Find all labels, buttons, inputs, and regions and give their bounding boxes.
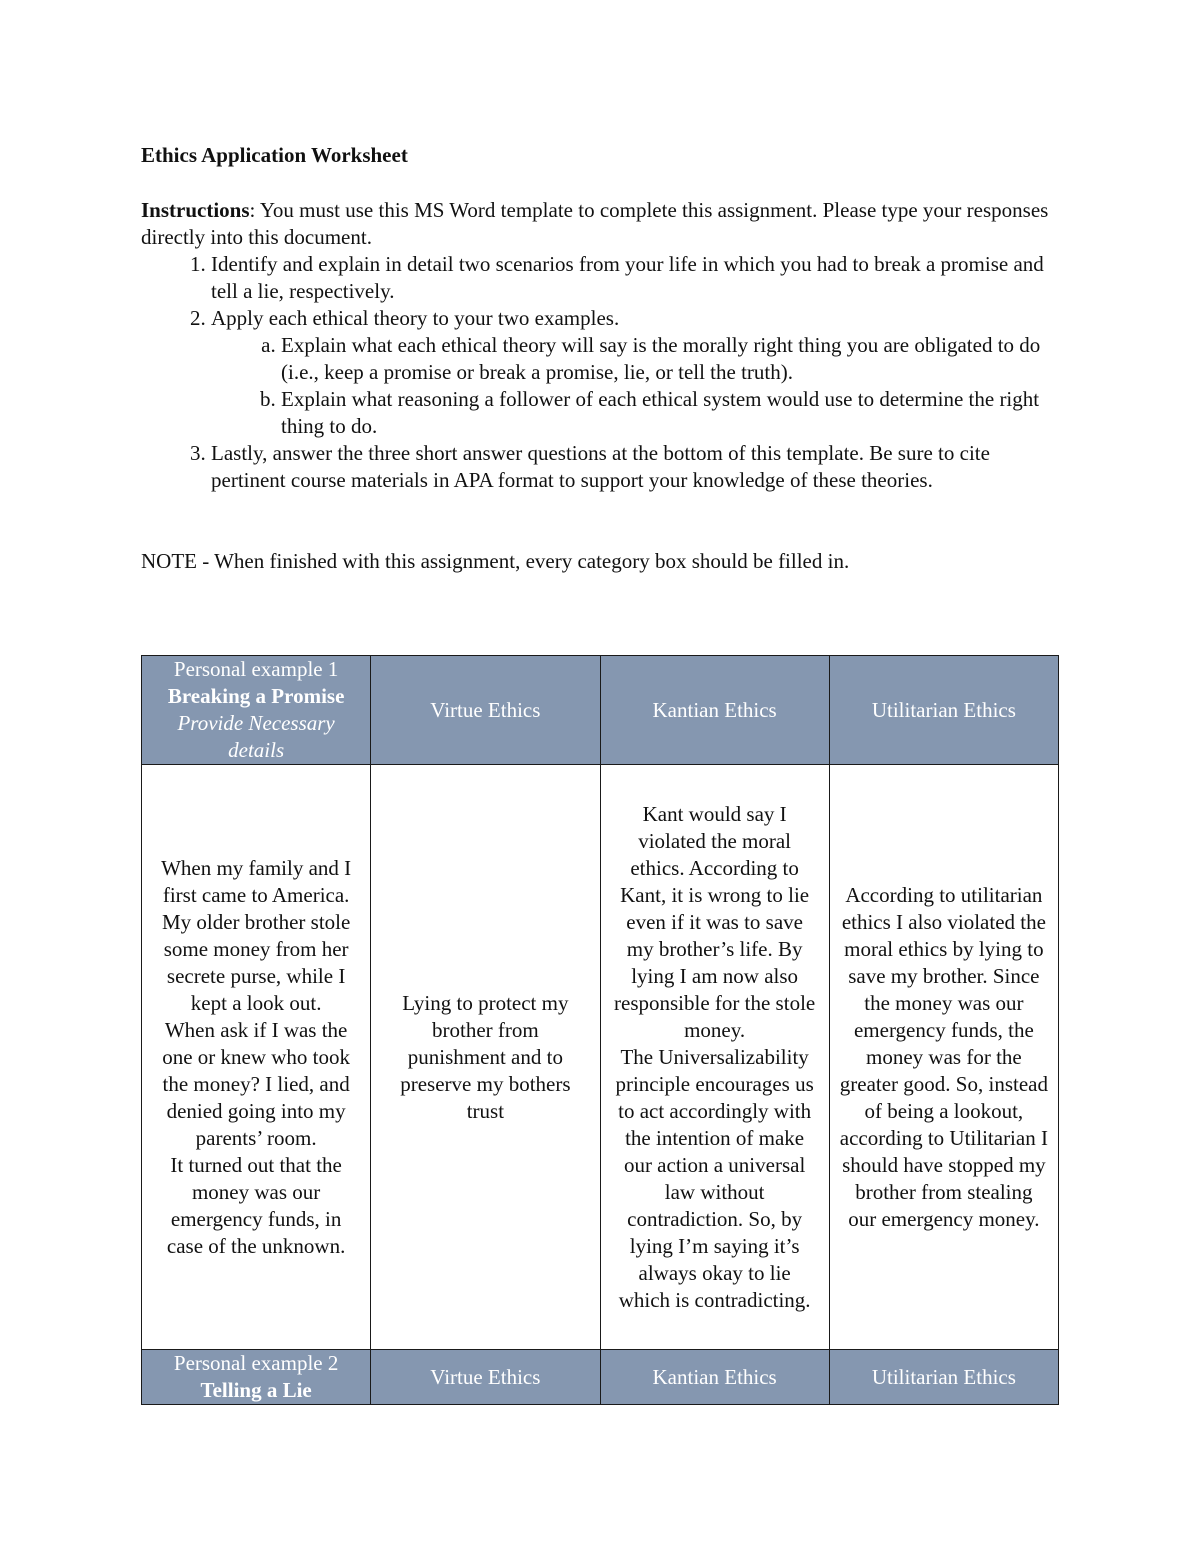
- note-text: NOTE - When finished with this assignment, every category box should be filled in.: [141, 549, 850, 573]
- header-kantian-ethics-2: Kantian Ethics: [600, 1350, 829, 1405]
- virtue-ethics-1-text: Lying to protect my brother from punishment and to preserve my bothers trust: [400, 990, 571, 1123]
- document-title: Ethics Application Worksheet: [141, 143, 408, 167]
- ethics-table: [141, 655, 1059, 1405]
- instruction-step-3: 3. Lastly, answer the three short answer questions at the bottom of this template. Be sure to cite pertinent course materials in APA format to support your knowledge of these theories.: [211, 440, 1061, 494]
- kantian-ethics-1-text: Kant would say I violated the moral ethics. According to Kant, it is wrong to lie even if it was to save my brother’s life. By lying I am now also responsible for the stole money. The Universalizability principle encourages us to act accordingly with the intention of make our action a universal law without contradiction. So, by lying I’m saying it’s always okay to lie which is contradicting.: [614, 801, 816, 1312]
- instruction-step-2: [211, 305, 1061, 440]
- instruction-substep-b: b. Explain what reasoning a follower of each ethical system would use to determine the right thing to do.: [281, 386, 1061, 440]
- instructions-intro: [141, 197, 1061, 251]
- example-2-title: Telling a Lie: [200, 1378, 312, 1402]
- header-example-2: [142, 1350, 371, 1405]
- table-header-row-2: [142, 1350, 1059, 1405]
- cell-virtue-ethics-1[interactable]: [371, 765, 600, 1350]
- example-1-label: Personal example 1: [173, 657, 339, 681]
- example-1-title: Breaking a Promise: [167, 684, 345, 708]
- example-1-description-text: When my family and I first came to America. My older brother stole some money from her secrete purse, while I kept a look out. When ask if I was the one or knew who took the money? I lied, and denied going into my parents’ room. It turned out that the money was our emergency funds, in case of the unknown.: [161, 855, 352, 1258]
- instructions-text: : You must use this MS Word template to complete this assignment. Please type your responses directly into this document.: [141, 198, 1049, 249]
- header-kantian-ethics-1: Kantian Ethics: [600, 656, 829, 765]
- utilitarian-ethics-1-text: According to utilitarian ethics I also violated the moral ethics by lying to save my brother. Since the money was our emergency funds, the money was for the greater good. So, instead of being a lookout, according to Utilitarian I should have stopped my brother from stealing our emergency money.: [839, 882, 1048, 1231]
- instructions-section: [141, 197, 1061, 494]
- cell-example-1-description[interactable]: [142, 765, 371, 1350]
- table-row-example-1: [142, 765, 1059, 1350]
- cell-kantian-ethics-1[interactable]: [600, 765, 829, 1350]
- table-header-row-1: [142, 656, 1059, 765]
- example-2-label: Personal example 2: [173, 1351, 339, 1375]
- instruction-step-1: 1. Identify and explain in detail two scenarios from your life in which you had to break a promise and tell a lie, respectively.: [211, 251, 1061, 305]
- instruction-steps: [141, 251, 1061, 494]
- instruction-substep-a: a. Explain what each ethical theory will say is the morally right thing you are obligated to do (i.e., keep a promise or break a promise, lie, or tell the truth).: [281, 332, 1061, 386]
- instruction-substeps: [211, 332, 1061, 440]
- header-virtue-ethics-1: Virtue Ethics: [371, 656, 600, 765]
- instruction-step-2-text: Apply each ethical theory to your two examples.: [211, 306, 620, 330]
- instructions-label: Instructions: [141, 198, 250, 222]
- example-1-subtitle: Provide Necessary details: [177, 711, 335, 762]
- cell-utilitarian-ethics-1[interactable]: [829, 765, 1058, 1350]
- header-example-1: [142, 656, 371, 765]
- header-virtue-ethics-2: Virtue Ethics: [371, 1350, 600, 1405]
- header-utilitarian-ethics-1: Utilitarian Ethics: [829, 656, 1058, 765]
- header-utilitarian-ethics-2: Utilitarian Ethics: [829, 1350, 1058, 1405]
